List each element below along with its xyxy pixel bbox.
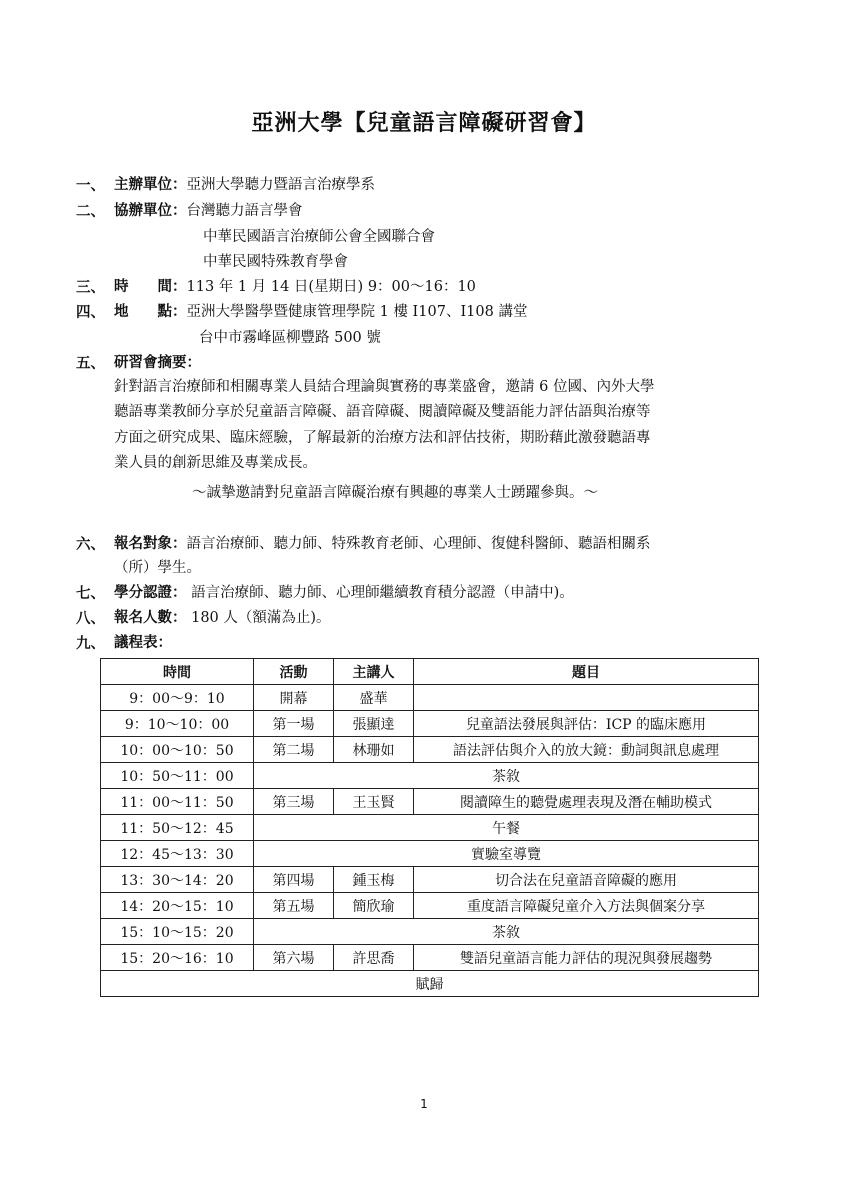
table-row: [101, 945, 759, 971]
summary-label-text: 研習會摘要：: [114, 355, 201, 371]
co-organizer-line: [114, 200, 303, 222]
page-number: 1: [420, 1097, 428, 1111]
speaker-cell: 盛華: [334, 685, 414, 711]
activity-cell: 第六場: [254, 945, 334, 971]
header-topic: 題目: [414, 659, 759, 685]
time-cell: 11：50～12：45: [101, 815, 254, 841]
credits-value: 語言治療師、聽力師、心理師繼續教育積分認證（申請中)。: [191, 585, 574, 601]
table-row: [101, 737, 759, 763]
time-value: 113 年 1 月 14 日(星期日) 9：00～16：10: [186, 279, 476, 295]
time-line: [114, 276, 476, 298]
topic-cell: 重度語言障礙兒童介入方法與個案分享: [414, 893, 759, 919]
agenda-label-text: 議程表：: [114, 635, 172, 651]
topic-cell: 語法評估與介入的放大鏡：動詞與訊息處理: [414, 737, 759, 763]
closing-cell: 賦歸: [101, 971, 759, 997]
speaker-cell: 林珊如: [334, 737, 414, 763]
topic-cell: 雙語兒童語言能力評估的現況與發展趨勢: [414, 945, 759, 971]
table-row: [101, 867, 759, 893]
item-number: 九、: [76, 636, 105, 652]
item-number: 三、: [76, 280, 105, 296]
target-line: [114, 533, 651, 555]
credits-line: [114, 582, 574, 604]
table-row: [101, 841, 759, 867]
place-label: 地 點：: [114, 304, 187, 320]
organizer-value: 亞洲大學聽力暨語言治療學系: [186, 177, 375, 193]
table-row: [101, 685, 759, 711]
organizer-line: [114, 174, 375, 196]
table-row: [101, 711, 759, 737]
credits-label: 學分認證：: [114, 585, 187, 601]
target-label: 報名對象：: [114, 536, 187, 552]
item-number: 七、: [76, 586, 105, 602]
break-cell: 午餐: [254, 815, 759, 841]
time-cell: 10：00～10：50: [101, 737, 254, 763]
invitation-text: ～誠摯邀請對兒童語言障礙治療有興趣的專業人士踴躍參與。～: [192, 485, 598, 501]
break-cell: 實驗室導覽: [254, 841, 759, 867]
organizer-label: 主辦單位：: [114, 177, 187, 193]
speaker-cell: 鍾玉梅: [334, 867, 414, 893]
item-number: 二、: [76, 204, 105, 220]
summary-text-line: 針對語言治療師和相關專業人員結合理論與實務的專業盛會，邀請 6 位國、內外大學: [114, 379, 655, 395]
time-cell: 13：30～14：20: [101, 867, 254, 893]
break-cell: 茶敘: [254, 919, 759, 945]
summary-text-line: 業人員的創新思維及專業成長。: [114, 455, 317, 471]
time-cell: 11：00～11：50: [101, 789, 254, 815]
table-row: [101, 893, 759, 919]
capacity-label: 報名人數：: [114, 610, 187, 626]
header-time: 時間: [101, 659, 254, 685]
table-row: [101, 919, 759, 945]
speaker-cell: 王玉賢: [334, 789, 414, 815]
time-cell: 10：50～11：00: [101, 763, 254, 789]
co-organizer-value: 中華民國語言治療師公會全國聯合會: [203, 229, 435, 245]
item-number: 八、: [76, 611, 105, 627]
agenda-label: [114, 632, 172, 654]
place-value: 亞洲大學醫學暨健康管理學院 1 樓 I107、I108 講堂: [186, 304, 528, 320]
activity-cell: 第三場: [254, 789, 334, 815]
place-address: 台中市霧峰區柳豐路 500 號: [199, 330, 381, 346]
time-cell: 9：00～9：10: [101, 685, 254, 711]
co-organizer-value: 台灣聽力語言學會: [186, 203, 303, 219]
item-number: 四、: [76, 305, 105, 321]
activity-cell: 第一場: [254, 711, 334, 737]
time-cell: 9：10～10：00: [101, 711, 254, 737]
activity-cell: 第四場: [254, 867, 334, 893]
topic-cell: 兒童語法發展與評估：ICP 的臨床應用: [414, 711, 759, 737]
time-label: 時 間：: [114, 279, 187, 295]
header-activity: 活動: [254, 659, 334, 685]
speaker-cell: 許思喬: [334, 945, 414, 971]
time-cell: 14：20～15：10: [101, 893, 254, 919]
place-line: [114, 301, 527, 323]
summary-text-line: 方面之研究成果、臨床經驗，了解最新的治療方法和評估技術，期盼藉此激發聽語專: [114, 430, 651, 446]
table-row: [101, 763, 759, 789]
target-value: 語言治療師、聽力師、特殊教育老師、心理師、復健科醫師、聽語相關系: [186, 536, 651, 552]
time-cell: 15：20～16：10: [101, 945, 254, 971]
topic-cell: 閱讀障生的聽覺處理表現及潛在輔助模式: [414, 789, 759, 815]
agenda-footer-row: [101, 971, 759, 997]
break-cell: 茶敘: [254, 763, 759, 789]
item-number: 一、: [76, 178, 105, 194]
speaker-cell: 張顯達: [334, 711, 414, 737]
activity-cell: 第五場: [254, 893, 334, 919]
co-organizer-label: 協辦單位：: [114, 203, 187, 219]
activity-cell: 第二場: [254, 737, 334, 763]
time-cell: 12：45～13：30: [101, 841, 254, 867]
speaker-cell: 簡欣瑜: [334, 893, 414, 919]
topic-cell: 切合法在兒童語音障礙的應用: [414, 867, 759, 893]
activity-cell: 開幕: [254, 685, 334, 711]
capacity-value: 180 人（額滿為止)。: [191, 610, 331, 626]
header-speaker: 主講人: [334, 659, 414, 685]
item-number: 六、: [76, 537, 105, 553]
target-value-cont: （所）學生。: [114, 560, 201, 576]
capacity-line: [114, 607, 331, 629]
agenda-header-row: [101, 659, 759, 685]
item-number: 五、: [76, 356, 105, 372]
co-organizer-value: 中華民國特殊教育學會: [203, 254, 348, 270]
time-cell: 15：10～15：20: [101, 919, 254, 945]
table-row: [101, 789, 759, 815]
agenda-body: [101, 685, 759, 971]
summary-label: [114, 352, 201, 374]
table-row: [101, 815, 759, 841]
summary-text-line: 聽語專業教師分享於兒童語言障礙、語音障礙、閱讀障礙及雙語能力評估語與治療等: [114, 404, 651, 420]
agenda-table: [100, 658, 759, 997]
page-title: 亞洲大學【兒童語言障礙研習會】: [251, 111, 597, 136]
topic-cell: [414, 685, 759, 711]
